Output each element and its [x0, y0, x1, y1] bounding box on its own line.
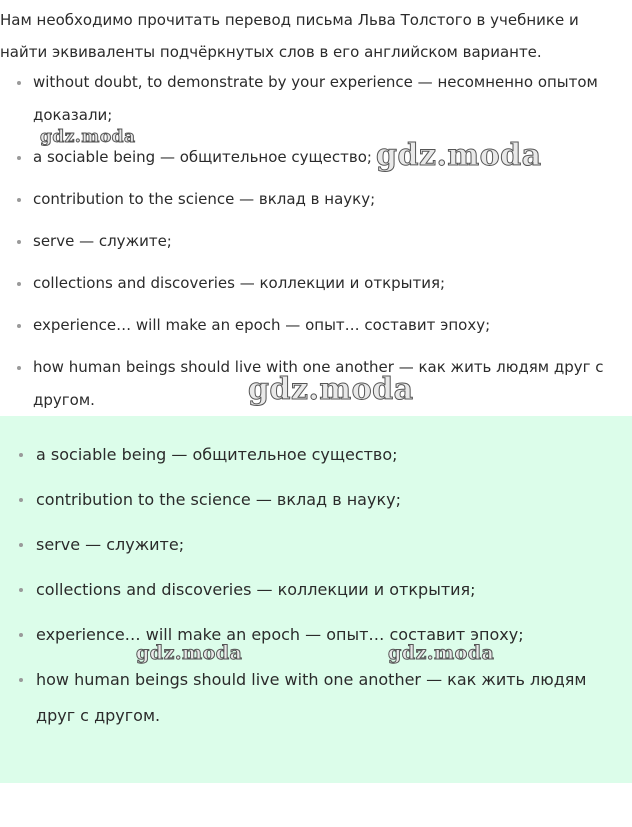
list-item: how human beings should live with one another — как жить людям друг с другом.: [0, 351, 632, 417]
list-item: a sociable being — общительное существо;: [0, 437, 632, 473]
watermark-logo: gdz.moda: [248, 372, 414, 407]
answer-list-bottom: [0, 437, 632, 743]
list-item: without doubt, to demonstrate by your experience — несомненно опытом доказали;: [0, 66, 632, 132]
list-item: contribution to the science — вклад в науку;: [0, 482, 632, 518]
list-item: how human beings should live with one another — как жить людям друг с другом.: [0, 662, 632, 734]
list-item: contribution to the science — вклад в науку;: [0, 183, 632, 216]
intro-paragraph: Нам необходимо прочитать перевод письма Льва Толстого в учебнике и найти эквиваленты подчёркнутых слов в его английском варианте.: [0, 11, 579, 61]
answer-box: [0, 416, 632, 783]
list-item: collections and discoveries — коллекции и открытия;: [0, 267, 632, 300]
list-item: serve — служите;: [0, 527, 632, 563]
answer-list-top: [0, 66, 632, 426]
list-item: collections and discoveries — коллекции и открытия;: [0, 572, 632, 608]
list-item: serve — служите;: [0, 225, 632, 258]
watermark-logo: gdz.moda: [388, 642, 495, 664]
watermark-logo: gdz.moda: [136, 642, 243, 664]
watermark-logo: gdz.moda: [40, 127, 136, 147]
list-item: experience… will make an epoch — опыт… составит эпоху;: [0, 617, 632, 653]
list-item: a sociable being — общительное существо;: [0, 141, 632, 174]
list-item: experience… will make an epoch — опыт… составит эпоху;: [0, 309, 632, 342]
watermark-logo: gdz.moda: [376, 138, 542, 173]
